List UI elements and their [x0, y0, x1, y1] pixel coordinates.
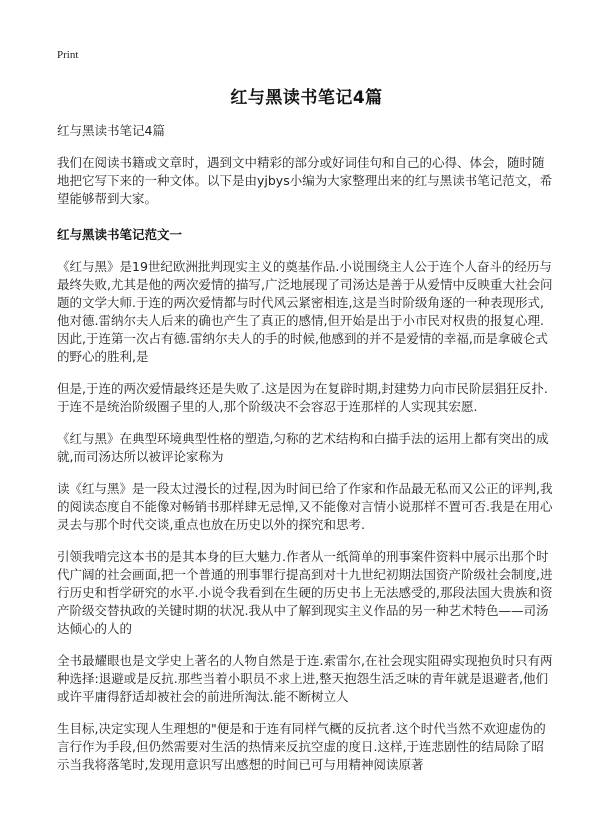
body-paragraph-2: 但是,于连的两次爱情最终还是失败了.这是因为在复辟时期,封建势力向市民阶层猖狂反扑.于连不是统治阶级圈子里的人,那个阶级决不会容忍于连那样的人实现其宏愿.	[57, 381, 548, 414]
body-paragraph-6: 全书最耀眼也是文学史上著名的人物自然是于连.索雷尔,在社会现实阻碍实现抱负时只有两种选择:退避或是反抗.那些当着小职员不求上进,整天抱怨生活乏味的青年就是退避者,他们或许平庸得舒适却被社会的前进所淘汰.能不断树立人	[57, 653, 553, 704]
section-heading: 红与黑读书笔记范文一	[57, 227, 183, 242]
document-title: 红与黑读书笔记4篇	[230, 88, 383, 108]
body-paragraph-4: 读《红与黑》是一段太过漫长的过程,因为时间已给了作家和作品最无私而又公正的评判,我的阅读态度自不能像对畅销书那样肆无忌惮,又不能像对言情小说那样不置可否.我是在用心灵去与那个时代交谈,重点也放在历史以外的探究和思考.	[57, 481, 553, 532]
body-paragraph-7: 生目标,决定实现人生理想的"便是和于连有同样气概的反抗者.这个时代当然不欢迎虚伪的言行作为手段,但仍然需要对生活的热情来反抗空虚的度日.这样,于连悲剧性的结局除了昭示当我将落笔时,发现用意识写出感想的时间已可与用精神阅读原著	[57, 721, 546, 772]
body-paragraph-5: 引领我啃完这本书的是其本身的巨大魅力.作者从一纸简单的刑事案件资料中展示出那个时代广阔的社会画面,把一个普通的刑事罪行提高到对十九世纪初期法国资产阶级社会制度,进行历史和哲学研究的水平.小说令我看到在生硬的历史书上无法感受的,那段法国大贵族和资产阶级交替执政的关键时期的状况.我从中了解到现实主义作品的另一种艺术特色——司汤达倾心的人的	[57, 549, 553, 636]
intro-paragraph: 我们在阅读书籍或文章时，遇到文中精彩的部分或好词佳句和自己的心得、体会，随时随地把它写下来的一种文体。以下是由yjbys小编为大家整理出来的红与黑读书笔记范文，希望能够帮到大家。	[57, 155, 553, 206]
body-paragraph-1: 《红与黑》是19世纪欧洲批判现实主义的奠基作品.小说围绕主人公于连个人奋斗的经历与最终失败,尤其是他的两次爱情的描写,广泛地展现了司汤达是善于从爱情中反映重大社会问题的文学大师.于连的两次爱情都与时代风云紧密相连,这是当时阶级角逐的一种表现形式,他对德.雷纳尔夫人后来的确也产生了真正的感情,但开始是出于小市民对权贵的报复心理.因此,于连第一次占有德.雷纳尔夫人的手的时候,他感到的并不是爱情的幸福,而是拿破仑式的野心的胜利,是	[57, 259, 553, 364]
document-subtitle: 红与黑读书笔记4篇	[57, 123, 165, 138]
body-paragraph-3: 《红与黑》在典型环境典型性格的塑造,匀称的艺术结构和白描手法的运用上都有突出的成就,而司汤达所以被评论家称为	[57, 431, 549, 464]
print-label: Print	[57, 49, 79, 61]
